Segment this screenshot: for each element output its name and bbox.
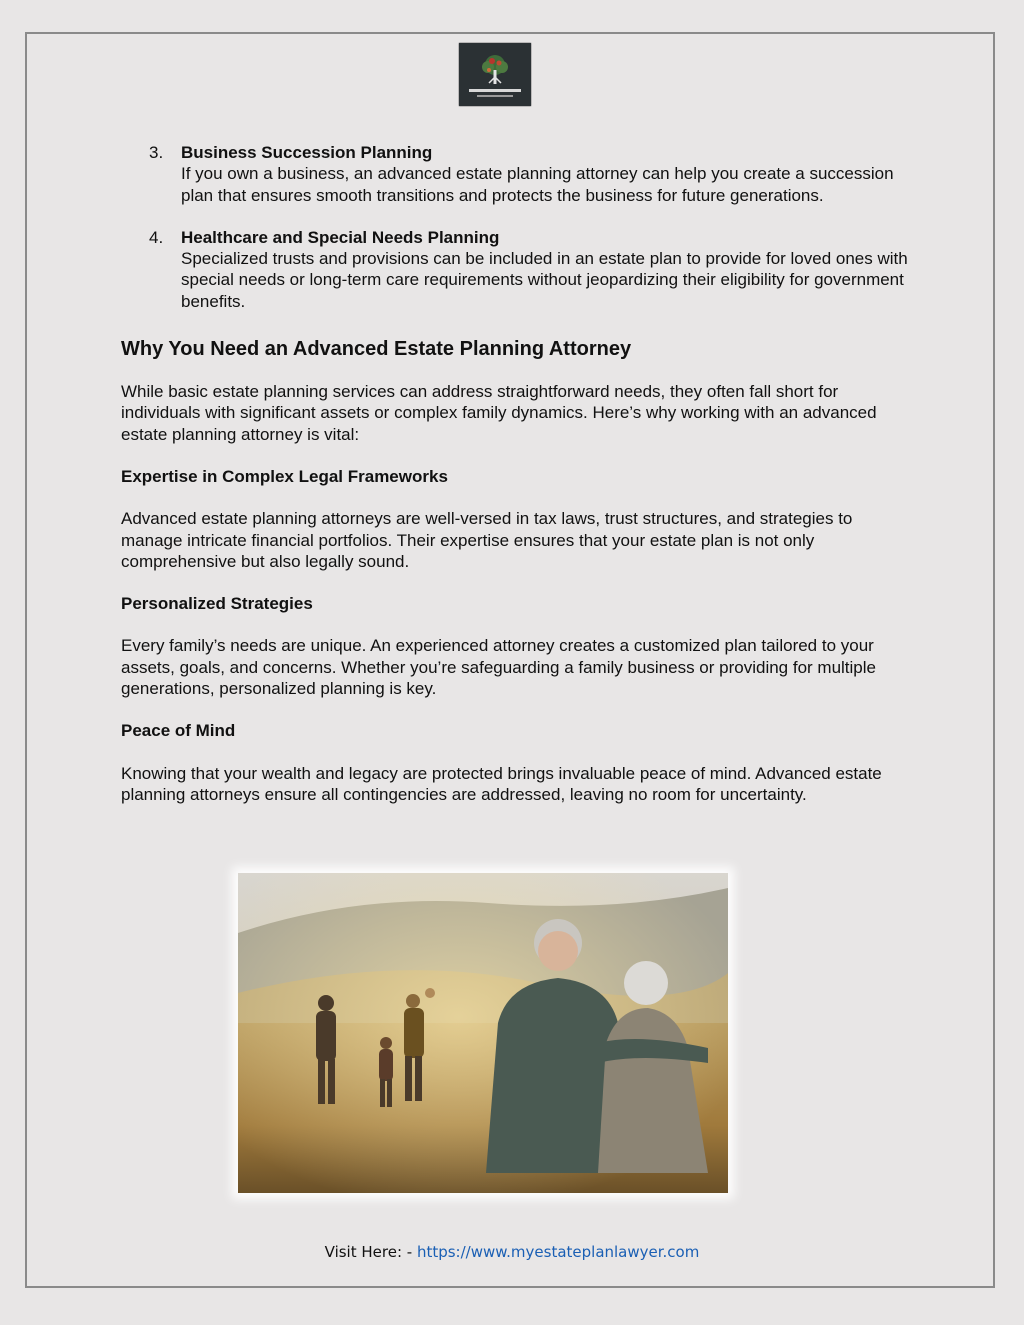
list-item-title: Business Succession Planning <box>181 143 433 162</box>
planning-list <box>121 142 911 312</box>
subsection-title: Expertise in Complex Legal Frameworks <box>121 466 448 486</box>
list-item <box>121 142 911 206</box>
main-content <box>121 142 911 826</box>
subsection-text: Knowing that your wealth and legacy are protected brings invaluable peace of mind. Advanced estate planning attorneys ensure all contingencies are addressed, leaving no room for uncertainty. <box>121 763 882 804</box>
list-item-text: If you own a business, an advanced estate planning attorney can help you create a succession plan that ensures smooth transitions and protects the business for future generations. <box>181 164 894 205</box>
subsection-text: Advanced estate planning attorneys are well-versed in tax laws, trust structures, and strategies to manage intricate financial portfolios. Their expertise ensures that your estate plan is not only comprehensive but also legally sound. <box>121 509 853 571</box>
family-photo <box>238 873 728 1193</box>
section-heading: Why You Need an Advanced Estate Planning Attorney <box>121 338 632 361</box>
list-number: 3. <box>149 143 164 162</box>
list-number: 4. <box>149 227 164 247</box>
footer-prefix: Visit Here: - <box>324 1243 417 1261</box>
list-item-title: Healthcare and Special Needs Planning <box>181 227 500 247</box>
list-item <box>121 227 911 312</box>
subsection-text: Every family’s needs are unique. An experienced attorney creates a customized plan tailored to your assets, goals, and concerns. Whether you’re safeguarding a family business or providing for multiple generations, personalized planning is key. <box>121 636 876 699</box>
subsection-title: Peace of Mind <box>121 721 236 741</box>
footer <box>0 1243 1024 1261</box>
company-logo <box>459 43 531 106</box>
subsection-title: Personalized Strategies <box>121 594 313 614</box>
website-link[interactable]: https://www.myestateplanlawyer.com <box>416 1243 700 1261</box>
intro-paragraph: While basic estate planning services can address straightforward needs, they often fall short for individuals with significant assets or complex family dynamics. Here’s why working with an advanced estate planning attorney is vital: <box>121 382 877 444</box>
list-item-text: Specialized trusts and provisions can be included in an estate plan to provide for loved ones with special needs or long-term care requirements without jeopardizing their eligibility for government benefits. <box>181 249 908 311</box>
